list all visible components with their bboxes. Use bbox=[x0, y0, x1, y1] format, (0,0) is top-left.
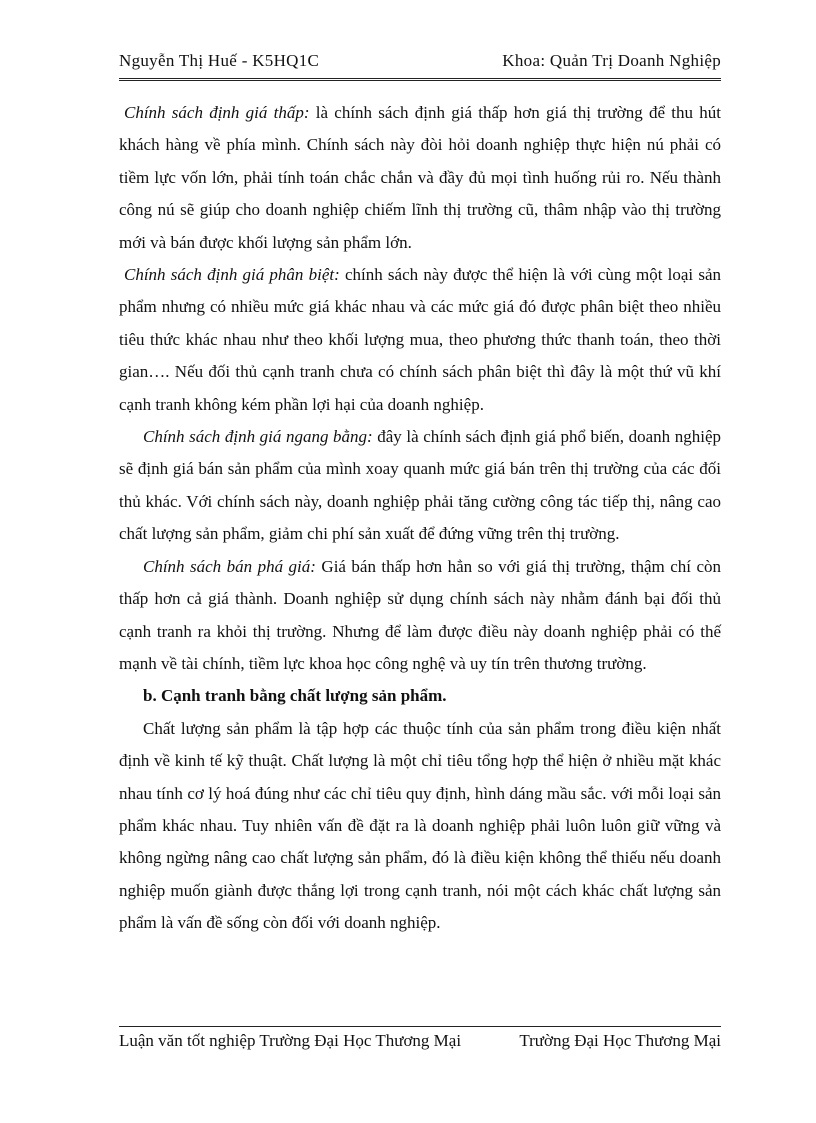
section-heading: b. Cạnh tranh bằng chất lượng sản phẩm. bbox=[143, 686, 447, 706]
page-footer bbox=[119, 1026, 721, 1052]
term-dumping: Chính sách bán phá giá: bbox=[143, 556, 316, 576]
paragraph-dumping bbox=[119, 551, 721, 681]
paragraph-product-quality: Chất lượng sản phẩm là tập hợp các thuộc tính của sản phẩm trong điều kiện nhất định về kinh tế kỹ thuật. Chất lượng là một chỉ tiêu tổng hợp thể hiện ở nhiều mặt khác nhau tính cơ lý hoá đúng như các chỉ tiêu quy định, hình dáng mầu sắc. với mỗi loại sản phẩm khác nhau. Tuy nhiên vấn đề đặt ra là doanh nghiệp phải luôn luôn giữ vững và không ngừng nâng cao chất lượng sản phẩm, đó là điều kiện không thể thiếu nếu doanh nghiệp muốn giành được thắng lợi trong cạnh tranh, nói một cách khác chất lượng sản phẩm là vấn đề sống còn đối với doanh nghiệp. bbox=[119, 718, 721, 933]
footer-university: Trường Đại Học Thương Mại bbox=[519, 1031, 721, 1050]
text-low-pricing: là chính sách định giá thấp hơn giá thị trường để thu hút khách hàng về phía mình. Chính sách này đòi hỏi doanh nghiệp thực hiện nú phải có tiềm lực vốn lớn, phải tính toán chắc chắn và đầy đủ mọi tình huống rủi ro. Nếu thành công nú sẽ giúp cho doanh nghiệp chiếm lĩnh thị trường cũ, thâm nhập vào thị trường mới và bán được khối lượng sản phẩm lớn. bbox=[119, 103, 721, 252]
header-author: Nguyễn Thị Huế - K5HQ1C bbox=[119, 51, 320, 70]
text-parity-pricing: đây là chính sách định giá phổ biến, doanh nghiệp sẽ định giá bán sản phẩm của mình xoay quanh mức giá bán trên thị trường của các đối thủ khác. Với chính sách này, doanh nghiệp phải tăng cường công tác tiếp thị, nâng cao chất lượng sản phẩm, giảm chi phí sản xuất để đứng vững trên thị trường. bbox=[119, 427, 721, 544]
header-faculty: Khoa: Quản Trị Doanh Nghiệp bbox=[502, 51, 721, 70]
page-body bbox=[119, 97, 721, 940]
term-parity-pricing: Chính sách định giá ngang bằng: bbox=[143, 427, 373, 447]
paragraph-parity-pricing bbox=[119, 421, 721, 551]
footer-thesis: Luận văn tốt nghiệp Trường Đại Học Thương Mại bbox=[119, 1031, 462, 1050]
paragraph-low-pricing bbox=[119, 97, 721, 259]
text-dumping: Giá bán thấp hơn hẳn so với giá thị trường, thậm chí còn thấp hơn cả giá thành. Doanh nghiệp sử dụng chính sách này nhằm đánh bại đối thủ cạnh tranh ra khỏi thị trường. Nhưng để làm được điều này doanh nghiệp phải có thế mạnh về tài chính, tiềm lực khoa học công nghệ và uy tín trên thương trường. bbox=[119, 556, 721, 673]
paragraph-discriminatory-pricing bbox=[119, 259, 721, 421]
text-discriminatory-pricing: chính sách này được thể hiện là với cùng một loại sản phẩm nhưng có nhiều mức giá khác nhau và các mức giá đó được phân biệt theo nhiều tiêu thức khác nhau như theo khối lượng mua, theo phương thức thanh toán, theo thời gian…. Nếu đối thủ cạnh tranh chưa có chính sách phân biệt thì đây là một thứ vũ khí cạnh tranh không kém phần lợi hại của doanh nghiệp. bbox=[119, 265, 721, 414]
page-header bbox=[119, 50, 721, 81]
term-discriminatory-pricing: Chính sách định giá phân biệt: bbox=[124, 265, 340, 285]
term-low-pricing: Chính sách định giá thấp: bbox=[124, 103, 310, 122]
